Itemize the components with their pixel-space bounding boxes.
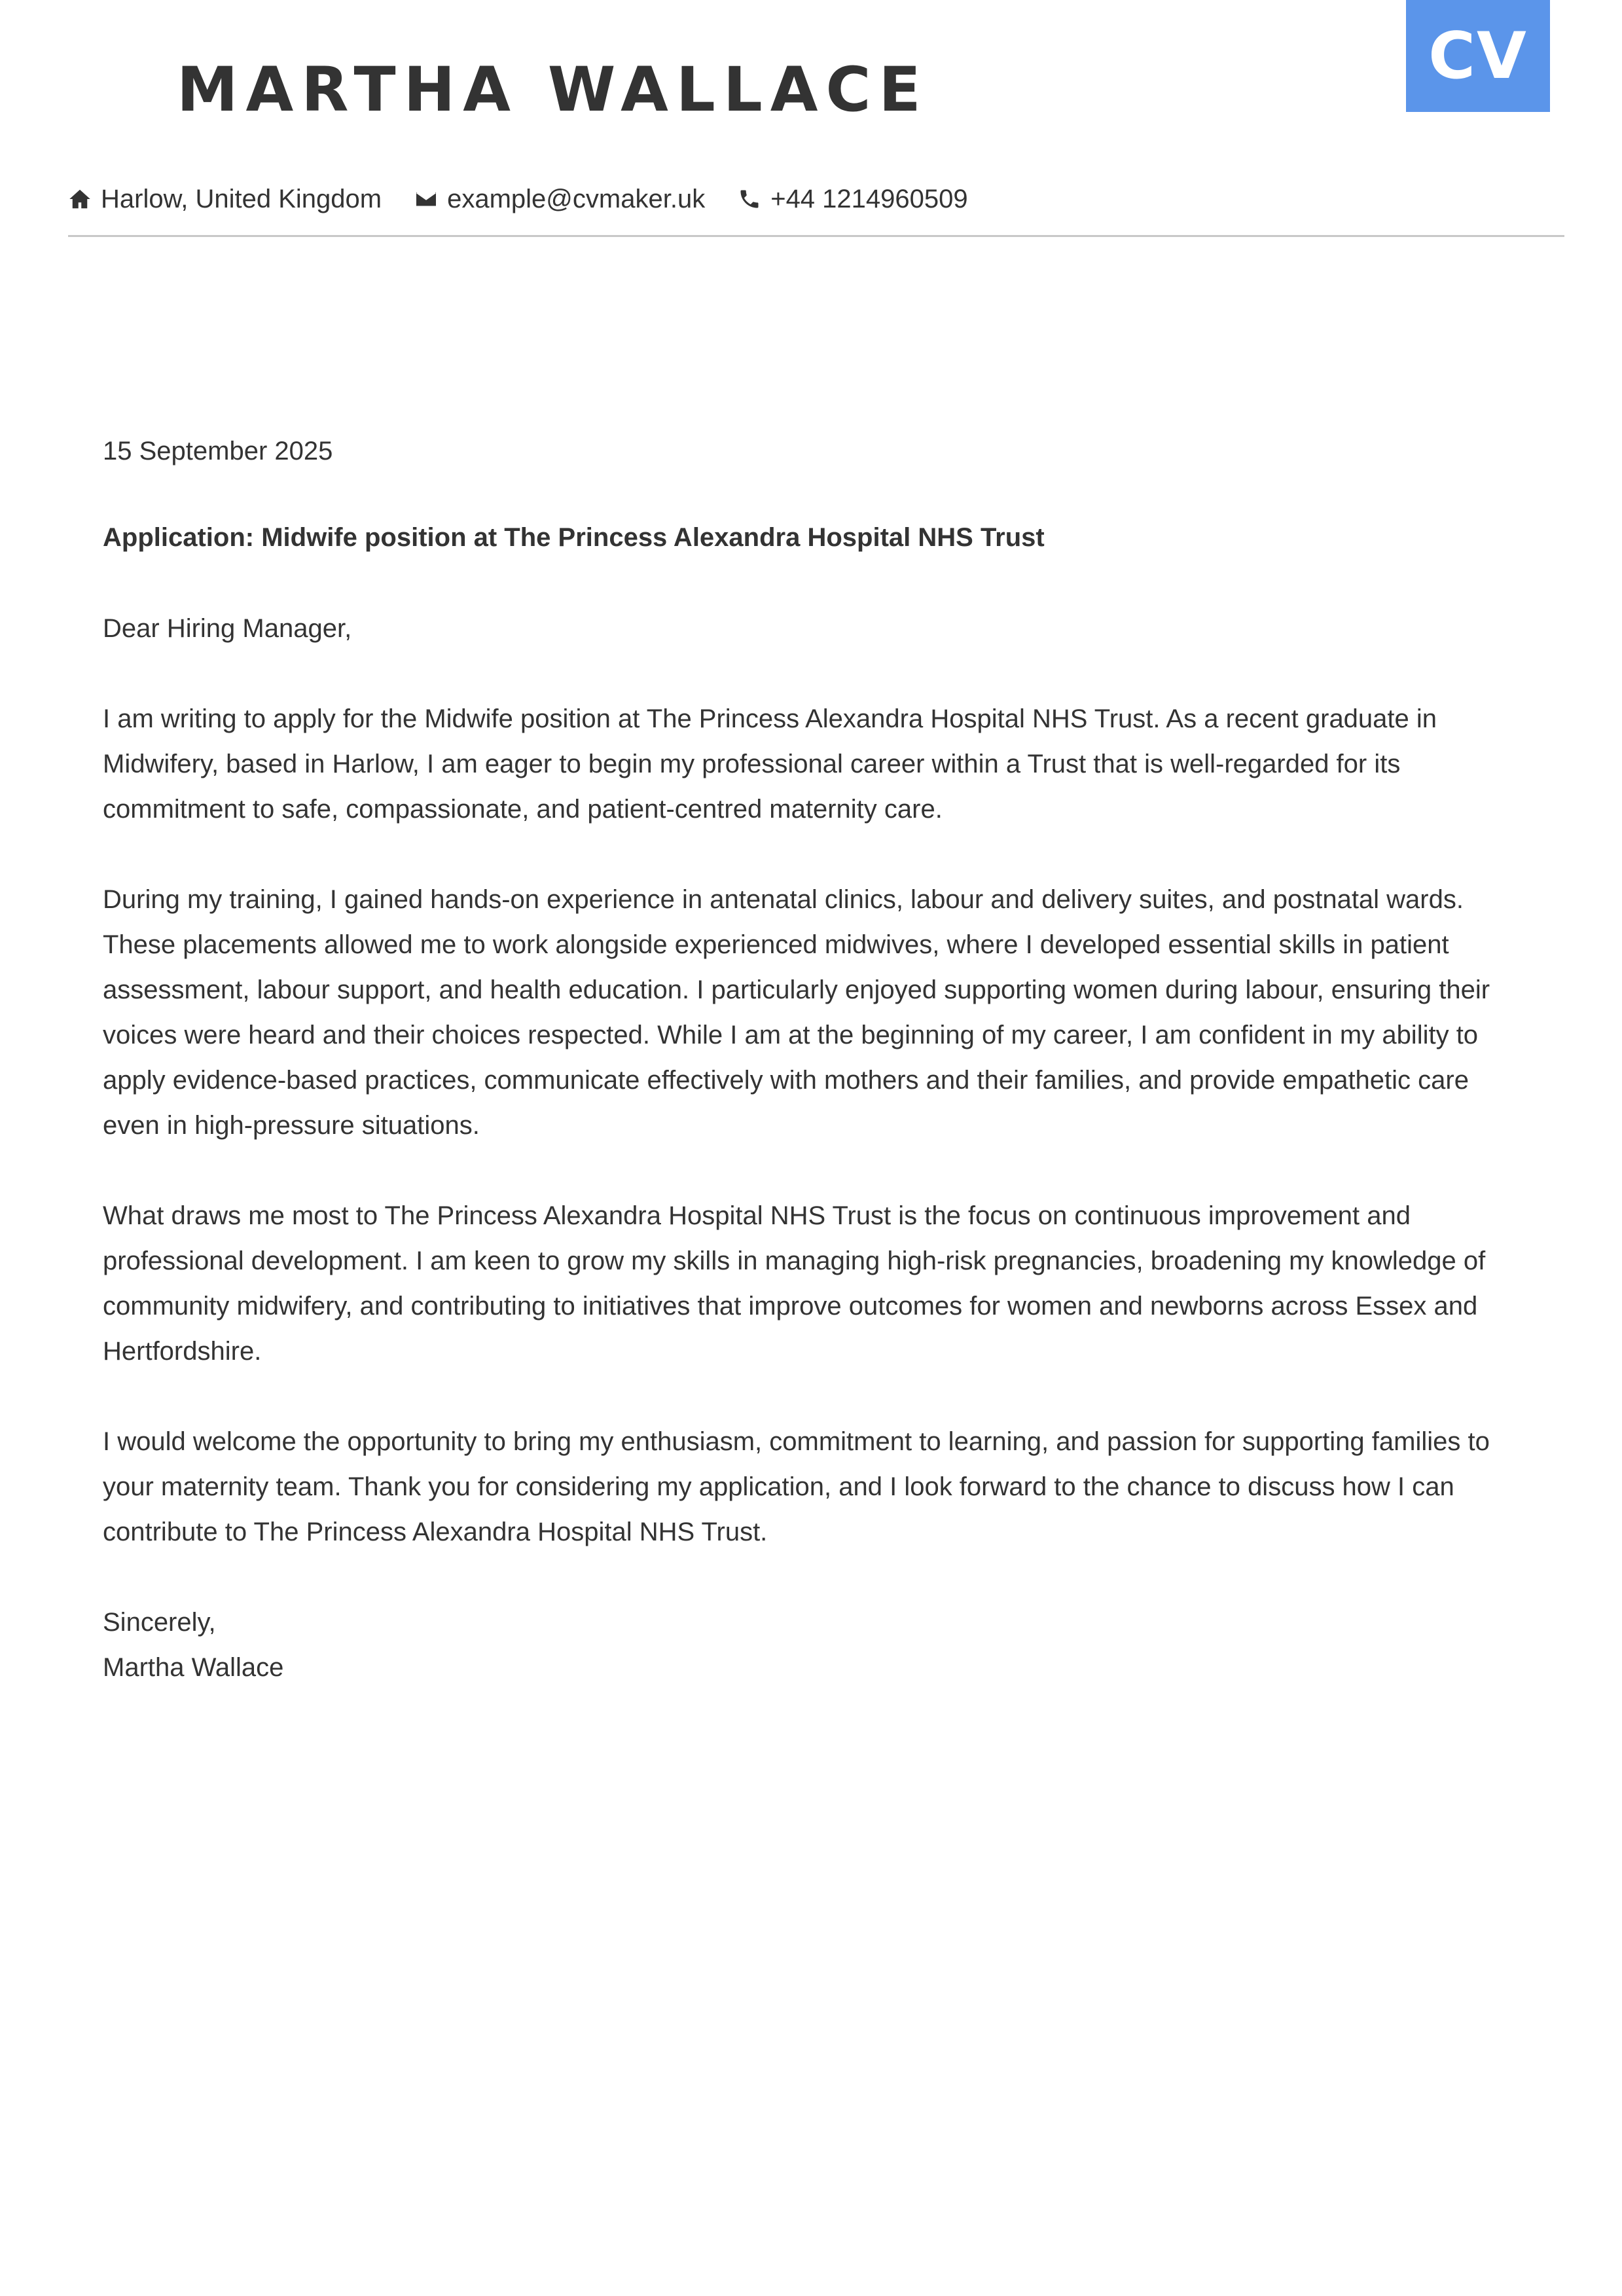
email-text[interactable]: example@cvmaker.uk — [447, 184, 706, 213]
phone-icon — [738, 187, 761, 211]
contact-phone[interactable] — [738, 185, 967, 214]
envelope-icon — [414, 187, 438, 211]
letter-date: 15 September 2025 — [103, 437, 333, 465]
letter-paragraph: During my training, I gained hands-on experience in antenatal clinics, labour and delivery suites, and postnatal wards. These placements allowed me to work alongside experienced midwives, where I developed essential skills in patient assessment, labour support, and health education. I particularly enjoyed supporting women during labour, ensuring their voices were heard and their choices respected. While I am at the beginning of my career, I am confident in my ability to apply evidence-based practices, communicate effectively with mothers and their families, and provide empathetic care even in high-pressure situations. — [103, 885, 1490, 1140]
letter-salutation: Dear Hiring Manager, — [103, 614, 352, 643]
letter-paragraph: I would welcome the opportunity to bring my enthusiasm, commitment to learning, and passion for supporting families to your maternity team. Thank you for considering my application, and I look forward to the chance to discuss how I can contribute to The Princess Alexandra Hospital NHS Trust. — [103, 1427, 1490, 1546]
contact-bar — [68, 179, 1001, 219]
letter-signature: Martha Wallace — [103, 1653, 284, 1682]
home-icon — [68, 187, 92, 211]
letter-closing: Sincerely, — [103, 1608, 216, 1637]
candidate-name: MARTHA WALLACE — [177, 54, 929, 126]
header-divider — [68, 235, 1564, 237]
cv-badge: CV — [1406, 0, 1550, 112]
location-text: Harlow, United Kingdom — [101, 184, 382, 213]
contact-location — [68, 185, 382, 214]
contact-email[interactable] — [414, 185, 705, 214]
phone-text[interactable]: +44 1214960509 — [770, 184, 968, 213]
letter-paragraph: What draws me most to The Princess Alexandra Hospital NHS Trust is the focus on continuous improvement and professional development. I am keen to grow my skills in managing high-risk pregnancies, broadening my knowledge of community midwifery, and contributing to initiatives that improve outcomes for women and newborns across Essex and Hertfordshire. — [103, 1201, 1486, 1366]
letter-paragraph: I am writing to apply for the Midwife position at The Princess Alexandra Hospital NHS Trust. As a recent graduate in Midwifery, based in Harlow, I am eager to begin my professional career within a Trust that is well-regarded for its commitment to safe, compassionate, and patient-centred maternity care. — [103, 704, 1437, 824]
cover-letter — [103, 429, 1504, 1690]
letter-subject: Application: Midwife position at The Princess Alexandra Hospital NHS Trust — [103, 523, 1045, 552]
